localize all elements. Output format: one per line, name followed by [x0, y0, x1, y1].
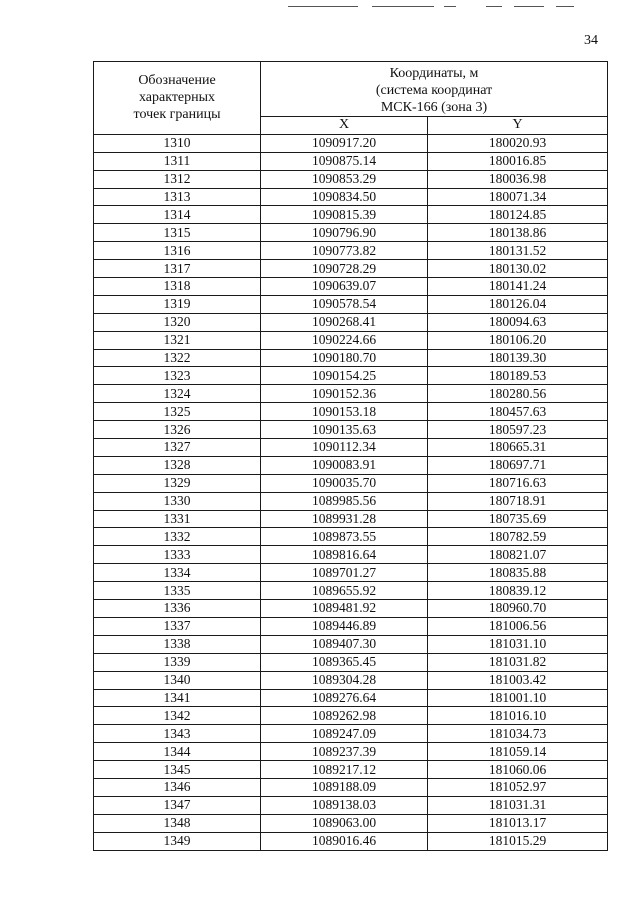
y-coordinate-cell: 181016.10: [428, 707, 608, 725]
y-coordinate-cell: 181006.56: [428, 617, 608, 635]
x-coordinate-cell: 1090153.18: [261, 403, 428, 421]
top-scan-line-5: [514, 6, 544, 7]
x-coordinate-cell: 1089873.55: [261, 528, 428, 546]
y-coordinate-cell: 180071.34: [428, 188, 608, 206]
top-scan-line-3: [444, 6, 456, 7]
header-x: X: [261, 117, 428, 135]
point-number-cell: 1338: [94, 635, 261, 653]
y-coordinate-cell: 180821.07: [428, 546, 608, 564]
point-number-cell: 1320: [94, 313, 261, 331]
point-number-cell: 1328: [94, 456, 261, 474]
table-row: [94, 242, 608, 260]
point-number-cell: 1347: [94, 796, 261, 814]
x-coordinate-cell: 1089138.03: [261, 796, 428, 814]
y-coordinate-cell: 180139.30: [428, 349, 608, 367]
table-row: [94, 331, 608, 349]
x-coordinate-cell: 1089931.28: [261, 510, 428, 528]
x-coordinate-cell: 1089407.30: [261, 635, 428, 653]
x-coordinate-cell: 1089365.45: [261, 653, 428, 671]
x-coordinate-cell: 1090112.34: [261, 439, 428, 457]
x-coordinate-cell: 1089304.28: [261, 671, 428, 689]
point-number-cell: 1316: [94, 242, 261, 260]
y-coordinate-cell: 181059.14: [428, 743, 608, 761]
table-row: [94, 725, 608, 743]
x-coordinate-cell: 1089016.46: [261, 832, 428, 850]
point-number-cell: 1333: [94, 546, 261, 564]
y-coordinate-cell: 180126.04: [428, 295, 608, 313]
point-number-cell: 1335: [94, 582, 261, 600]
x-coordinate-cell: 1090639.07: [261, 278, 428, 296]
x-coordinate-cell: 1090875.14: [261, 152, 428, 170]
y-coordinate-cell: 180141.24: [428, 278, 608, 296]
x-coordinate-cell: 1090834.50: [261, 188, 428, 206]
x-coordinate-cell: 1089481.92: [261, 600, 428, 618]
table-row: [94, 421, 608, 439]
coordinates-table: [93, 61, 608, 851]
x-coordinate-cell: 1089985.56: [261, 492, 428, 510]
point-number-cell: 1337: [94, 617, 261, 635]
table-header-row-1: [94, 62, 608, 117]
y-coordinate-cell: 181003.42: [428, 671, 608, 689]
point-number-cell: 1342: [94, 707, 261, 725]
y-coordinate-cell: 180094.63: [428, 313, 608, 331]
table-row: [94, 707, 608, 725]
x-coordinate-cell: 1090578.54: [261, 295, 428, 313]
x-coordinate-cell: 1089262.98: [261, 707, 428, 725]
x-coordinate-cell: 1090815.39: [261, 206, 428, 224]
x-coordinate-cell: 1090035.70: [261, 474, 428, 492]
point-number-cell: 1330: [94, 492, 261, 510]
x-coordinate-cell: 1089063.00: [261, 814, 428, 832]
point-number-cell: 1324: [94, 385, 261, 403]
table-row: [94, 367, 608, 385]
y-coordinate-cell: 180106.20: [428, 331, 608, 349]
point-number-cell: 1319: [94, 295, 261, 313]
point-number-cell: 1313: [94, 188, 261, 206]
table-row: [94, 814, 608, 832]
x-coordinate-cell: 1089816.64: [261, 546, 428, 564]
y-coordinate-cell: 181031.10: [428, 635, 608, 653]
header-coordinates: [261, 62, 608, 117]
y-coordinate-cell: 181031.31: [428, 796, 608, 814]
y-coordinate-cell: 181031.82: [428, 653, 608, 671]
header-point-line-2: характерных: [138, 90, 216, 106]
table-row: [94, 635, 608, 653]
point-number-cell: 1345: [94, 761, 261, 779]
y-coordinate-cell: 180960.70: [428, 600, 608, 618]
table-row: [94, 778, 608, 796]
y-coordinate-cell: 180457.63: [428, 403, 608, 421]
point-number-cell: 1318: [94, 278, 261, 296]
header-coords-line-2: (система координат: [375, 82, 493, 98]
y-coordinate-cell: 181001.10: [428, 689, 608, 707]
x-coordinate-cell: 1089237.39: [261, 743, 428, 761]
table-row: [94, 653, 608, 671]
point-number-cell: 1312: [94, 170, 261, 188]
header-point-line-3: точек границы: [133, 107, 221, 123]
table-row: [94, 761, 608, 779]
x-coordinate-cell: 1089701.27: [261, 564, 428, 582]
table-row: [94, 403, 608, 421]
y-coordinate-cell: 180835.88: [428, 564, 608, 582]
point-number-cell: 1336: [94, 600, 261, 618]
point-number-cell: 1314: [94, 206, 261, 224]
point-number-cell: 1339: [94, 653, 261, 671]
y-coordinate-cell: 180665.31: [428, 439, 608, 457]
point-number-cell: 1326: [94, 421, 261, 439]
point-number-cell: 1317: [94, 260, 261, 278]
y-coordinate-cell: 180130.02: [428, 260, 608, 278]
header-coords-line-1: Координаты, м: [389, 65, 479, 81]
table-row: [94, 260, 608, 278]
table-row: [94, 170, 608, 188]
point-number-cell: 1332: [94, 528, 261, 546]
header-point-line-1: Обозначение: [138, 73, 216, 89]
top-scan-line-4: [486, 6, 502, 7]
x-coordinate-cell: 1090180.70: [261, 349, 428, 367]
table-row: [94, 278, 608, 296]
table-row: [94, 439, 608, 457]
x-coordinate-cell: 1090224.66: [261, 331, 428, 349]
y-coordinate-cell: 180036.98: [428, 170, 608, 188]
table-row: [94, 582, 608, 600]
y-coordinate-cell: 181060.06: [428, 761, 608, 779]
y-coordinate-cell: 180016.85: [428, 152, 608, 170]
point-number-cell: 1348: [94, 814, 261, 832]
y-coordinate-cell: 180697.71: [428, 456, 608, 474]
table-row: [94, 600, 608, 618]
page-number: 34: [584, 33, 598, 48]
table-row: [94, 134, 608, 152]
point-number-cell: 1341: [94, 689, 261, 707]
table-row: [94, 528, 608, 546]
point-number-cell: 1311: [94, 152, 261, 170]
table-row: [94, 743, 608, 761]
point-number-cell: 1349: [94, 832, 261, 850]
header-point-designation: [94, 62, 261, 135]
y-coordinate-cell: 180131.52: [428, 242, 608, 260]
point-number-cell: 1334: [94, 564, 261, 582]
table-row: [94, 152, 608, 170]
y-coordinate-cell: 181015.29: [428, 832, 608, 850]
table-row: [94, 832, 608, 850]
top-scan-line-6: [556, 6, 574, 7]
x-coordinate-cell: 1090853.29: [261, 170, 428, 188]
table-row: [94, 456, 608, 474]
table-row: [94, 295, 608, 313]
y-coordinate-cell: 181034.73: [428, 725, 608, 743]
point-number-cell: 1340: [94, 671, 261, 689]
y-coordinate-cell: 180138.86: [428, 224, 608, 242]
table-row: [94, 671, 608, 689]
table-row: [94, 206, 608, 224]
header-y: Y: [428, 117, 608, 135]
y-coordinate-cell: 181013.17: [428, 814, 608, 832]
table-row: [94, 492, 608, 510]
point-number-cell: 1343: [94, 725, 261, 743]
point-number-cell: 1329: [94, 474, 261, 492]
table-body: [94, 134, 608, 850]
table-row: [94, 188, 608, 206]
x-coordinate-cell: 1090917.20: [261, 134, 428, 152]
x-coordinate-cell: 1089247.09: [261, 725, 428, 743]
y-coordinate-cell: 180718.91: [428, 492, 608, 510]
table-row: [94, 510, 608, 528]
x-coordinate-cell: 1089188.09: [261, 778, 428, 796]
point-number-cell: 1310: [94, 134, 261, 152]
point-number-cell: 1344: [94, 743, 261, 761]
table-row: [94, 689, 608, 707]
y-coordinate-cell: 180124.85: [428, 206, 608, 224]
table-row: [94, 224, 608, 242]
y-coordinate-cell: 180280.56: [428, 385, 608, 403]
y-coordinate-cell: 180597.23: [428, 421, 608, 439]
y-coordinate-cell: 180020.93: [428, 134, 608, 152]
table-row: [94, 474, 608, 492]
x-coordinate-cell: 1090796.90: [261, 224, 428, 242]
table-row: [94, 313, 608, 331]
x-coordinate-cell: 1090083.91: [261, 456, 428, 474]
point-number-cell: 1327: [94, 439, 261, 457]
y-coordinate-cell: 180782.59: [428, 528, 608, 546]
table-row: [94, 546, 608, 564]
x-coordinate-cell: 1090154.25: [261, 367, 428, 385]
x-coordinate-cell: 1090773.82: [261, 242, 428, 260]
x-coordinate-cell: 1090268.41: [261, 313, 428, 331]
table-row: [94, 564, 608, 582]
table-row: [94, 796, 608, 814]
point-number-cell: 1323: [94, 367, 261, 385]
x-coordinate-cell: 1089655.92: [261, 582, 428, 600]
point-number-cell: 1331: [94, 510, 261, 528]
x-coordinate-cell: 1089217.12: [261, 761, 428, 779]
table-row: [94, 385, 608, 403]
y-coordinate-cell: 180716.63: [428, 474, 608, 492]
header-coords-line-3: МСК-166 (зона 3): [380, 99, 488, 115]
y-coordinate-cell: 180839.12: [428, 582, 608, 600]
x-coordinate-cell: 1089276.64: [261, 689, 428, 707]
y-coordinate-cell: 180735.69: [428, 510, 608, 528]
x-coordinate-cell: 1089446.89: [261, 617, 428, 635]
point-number-cell: 1325: [94, 403, 261, 421]
x-coordinate-cell: 1090152.36: [261, 385, 428, 403]
point-number-cell: 1321: [94, 331, 261, 349]
y-coordinate-cell: 180189.53: [428, 367, 608, 385]
point-number-cell: 1315: [94, 224, 261, 242]
y-coordinate-cell: 181052.97: [428, 778, 608, 796]
top-scan-line-2: [372, 6, 434, 7]
x-coordinate-cell: 1090135.63: [261, 421, 428, 439]
table-row: [94, 617, 608, 635]
table-row: [94, 349, 608, 367]
x-coordinate-cell: 1090728.29: [261, 260, 428, 278]
top-scan-line-1: [288, 6, 358, 7]
point-number-cell: 1322: [94, 349, 261, 367]
point-number-cell: 1346: [94, 778, 261, 796]
